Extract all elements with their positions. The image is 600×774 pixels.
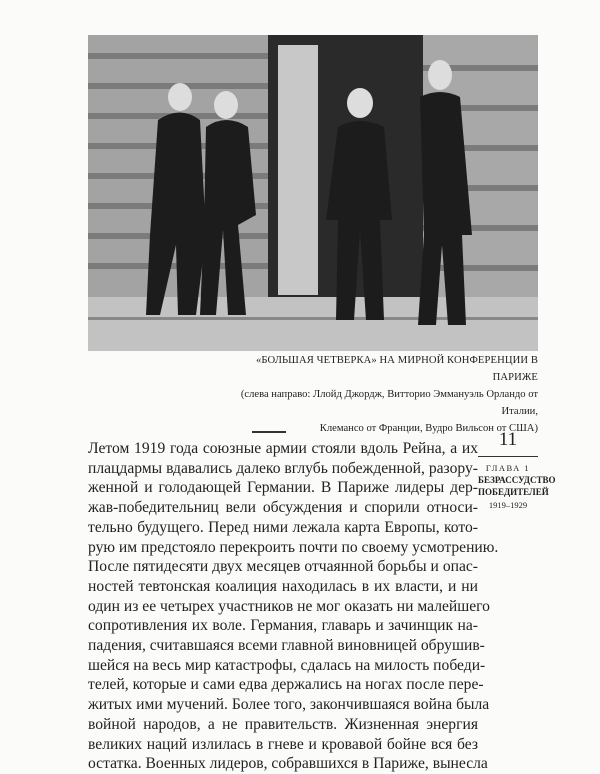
text-line: шейся на весь мир катастрофы, сдалась на милость победи-	[88, 656, 486, 674]
page-number: 11	[498, 429, 518, 450]
chapter-title-line: БЕЗРАССУДСТВО	[478, 475, 556, 485]
text-line: великих наций излилась в гневе и кровавой бойне вся без	[88, 735, 478, 753]
text-line: женной и голодающей Германии. В Париже лидеры дер-	[88, 479, 478, 497]
photo-illustration	[88, 35, 538, 351]
text-line: остатка. Военных лидеров, собравшихся в Париже, вынесла	[88, 755, 488, 773]
caption-line: Клемансо от Франции, Вудро Вильсон от США)	[319, 423, 538, 434]
text-line: тельно будущего. Перед ними лежала карта Европы, кото-	[88, 518, 478, 536]
text-line: войной народов, а не правительств. Жизненная энергия	[88, 715, 478, 733]
chapter-years: 1919–1929	[488, 500, 528, 510]
text-line: ностей тевтонская коалиция находилась в их власти, и ни	[88, 577, 478, 595]
chapter-label: ГЛАВА 1	[485, 463, 531, 473]
text-line: жав-победительниц вели обсуждения и спорили относи-	[88, 499, 478, 517]
text-line: падения, считавшаяся всеми главной виновницей обрушив-	[88, 637, 485, 655]
text-line: телей, которые и сами едва держались на ногах после пере-	[88, 676, 484, 694]
text-line: один из ее четырех участников не мог оказать ни малейшего	[88, 597, 490, 615]
text-line: После пятидесяти двух месяцев отчаянной борьбы и опас-	[88, 558, 478, 576]
text-line: Летом 1919 года союзные армии стояли вдоль Рейна, а их	[88, 440, 478, 457]
body-text	[88, 439, 499, 774]
caption-line: (слева направо: Ллойд Джордж, Витторио Эммануэль Орландо от Италии,	[240, 389, 538, 417]
caption-title: «БОЛЬШАЯ ЧЕТВЕРКА» НА МИРНОЙ КОНФЕРЕНЦИИ В ПАРИЖЕ	[255, 355, 538, 383]
text-line: сопротивления их воле. Германия, главарь и зачинщик на-	[88, 617, 478, 635]
chapter-title-line: ПОБЕДИТЕЛЕЙ	[478, 487, 549, 497]
photo-big-four	[88, 35, 538, 351]
text-line: житых ими мучений. Более того, закончившаяся война была	[88, 696, 490, 714]
chapter-sidebar	[478, 428, 556, 512]
photo-caption	[218, 352, 538, 437]
section-divider	[252, 431, 286, 433]
text-line: рую им предстояло перекроить почти по своему усмотрению.	[88, 538, 499, 556]
door-curtain	[278, 45, 318, 295]
sidebar-rule	[478, 456, 538, 457]
text-line: плацдармы вдавались далеко вглубь побежденной, разору-	[88, 459, 478, 477]
